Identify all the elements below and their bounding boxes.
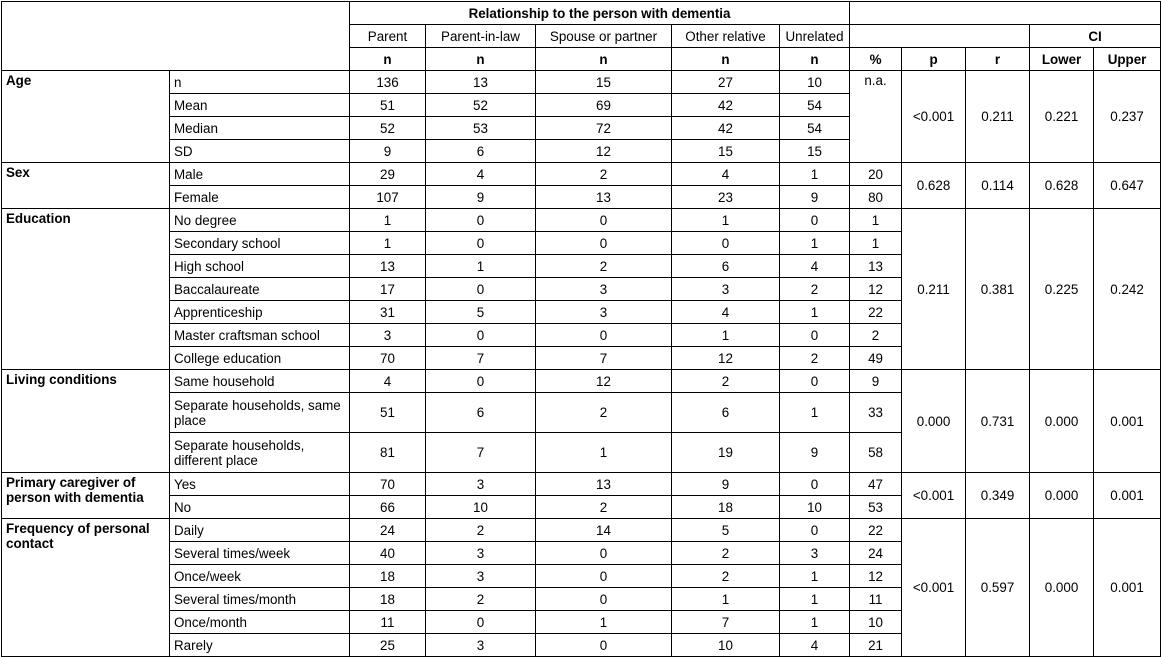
- pct-cell: 2: [850, 324, 902, 347]
- count-cell: 1: [426, 255, 536, 278]
- row-label: Separate households, same place: [170, 393, 350, 433]
- ci-lower-cell: 0.000: [1030, 519, 1094, 657]
- count-cell: 3: [672, 278, 780, 301]
- count-cell: 31: [350, 301, 426, 324]
- count-cell: 2: [672, 565, 780, 588]
- pct-cell: 22: [850, 301, 902, 324]
- count-cell: 0: [780, 209, 850, 232]
- count-cell: 69: [536, 94, 672, 117]
- ci-lower-cell: 0.000: [1030, 370, 1094, 473]
- n-header: n: [780, 48, 850, 71]
- ci-upper-cell: 0.242: [1094, 209, 1161, 370]
- row-label: Once/week: [170, 565, 350, 588]
- table-row: [2, 209, 1161, 232]
- count-cell: 12: [536, 370, 672, 393]
- row-label: Female: [170, 186, 350, 209]
- p-value-cell: 0.211: [902, 209, 966, 370]
- pct-cell: 21: [850, 634, 902, 657]
- count-cell: 9: [672, 473, 780, 496]
- count-cell: 4: [426, 163, 536, 186]
- group-label: Primary caregiver of person with dementia: [2, 473, 170, 519]
- count-cell: 1: [536, 433, 672, 473]
- count-cell: 0: [426, 278, 536, 301]
- table-row: [2, 519, 1161, 542]
- table-row: [2, 163, 1161, 186]
- count-cell: 7: [426, 433, 536, 473]
- count-cell: 1: [780, 611, 850, 634]
- count-cell: 2: [536, 393, 672, 433]
- n-header: n: [426, 48, 536, 71]
- count-cell: 13: [536, 186, 672, 209]
- count-cell: 9: [350, 140, 426, 163]
- count-cell: 3: [536, 278, 672, 301]
- r-value-cell: 0.211: [966, 71, 1030, 163]
- row-label: No degree: [170, 209, 350, 232]
- count-cell: 4: [780, 634, 850, 657]
- count-cell: 4: [780, 255, 850, 278]
- count-cell: 18: [350, 565, 426, 588]
- count-cell: 0: [536, 324, 672, 347]
- count-cell: 0: [536, 542, 672, 565]
- count-cell: 12: [672, 347, 780, 370]
- pct-cell: 9: [850, 370, 902, 393]
- count-cell: 9: [780, 186, 850, 209]
- count-cell: 0: [536, 232, 672, 255]
- ci-lower-cell: 0.221: [1030, 71, 1094, 163]
- count-cell: 0: [536, 634, 672, 657]
- row-label: Yes: [170, 473, 350, 496]
- table-row: [2, 473, 1161, 496]
- row-label: Daily: [170, 519, 350, 542]
- count-cell: 25: [350, 634, 426, 657]
- row-label: Once/month: [170, 611, 350, 634]
- row-label: Separate households, different place: [170, 433, 350, 473]
- group-label: Age: [2, 71, 170, 163]
- group-label: Frequency of personal contact: [2, 519, 170, 657]
- count-cell: 0: [536, 209, 672, 232]
- count-cell: 0: [426, 209, 536, 232]
- row-label: Master craftsman school: [170, 324, 350, 347]
- r-value-cell: 0.381: [966, 209, 1030, 370]
- count-cell: 3: [536, 301, 672, 324]
- count-cell: 5: [672, 519, 780, 542]
- stats-header-blank: [850, 2, 1161, 25]
- pct-cell: 33: [850, 393, 902, 433]
- count-cell: 2: [672, 542, 780, 565]
- pct-cell: 49: [850, 347, 902, 370]
- pct-cell: 20: [850, 163, 902, 186]
- count-cell: 0: [426, 232, 536, 255]
- ci-upper-cell: 0.001: [1094, 370, 1161, 473]
- pct-cell: n.a.: [850, 71, 902, 163]
- pct-cell: 58: [850, 433, 902, 473]
- count-cell: 9: [780, 433, 850, 473]
- count-cell: 24: [350, 519, 426, 542]
- ci-lower-cell: 0.225: [1030, 209, 1094, 370]
- n-header: n: [672, 48, 780, 71]
- count-cell: 52: [426, 94, 536, 117]
- count-cell: 11: [350, 611, 426, 634]
- ci-upper-cell: 0.647: [1094, 163, 1161, 209]
- count-cell: 4: [350, 370, 426, 393]
- r-value-cell: 0.731: [966, 370, 1030, 473]
- count-cell: 19: [672, 433, 780, 473]
- p-value-cell: 0.000: [902, 370, 966, 473]
- count-cell: 2: [780, 278, 850, 301]
- count-cell: 18: [350, 588, 426, 611]
- row-label: Rarely: [170, 634, 350, 657]
- count-cell: 5: [426, 301, 536, 324]
- row-label: Apprenticeship: [170, 301, 350, 324]
- count-cell: 6: [426, 140, 536, 163]
- count-cell: 2: [780, 347, 850, 370]
- count-cell: 2: [672, 370, 780, 393]
- count-cell: 15: [672, 140, 780, 163]
- p-value-cell: 0.628: [902, 163, 966, 209]
- row-label: Secondary school: [170, 232, 350, 255]
- count-cell: 1: [536, 611, 672, 634]
- relationship-header: Relationship to the person with dementia: [350, 2, 850, 25]
- count-cell: 7: [426, 347, 536, 370]
- count-cell: 0: [780, 324, 850, 347]
- pct-cell: 13: [850, 255, 902, 278]
- count-cell: 3: [426, 565, 536, 588]
- col-header-other-relative: Other relative: [672, 25, 780, 48]
- count-cell: 1: [780, 393, 850, 433]
- count-cell: 13: [426, 71, 536, 94]
- count-cell: 1: [780, 232, 850, 255]
- r-header: r: [966, 48, 1030, 71]
- p-value-cell: <0.001: [902, 473, 966, 519]
- count-cell: 3: [350, 324, 426, 347]
- count-cell: 15: [780, 140, 850, 163]
- count-cell: 2: [426, 519, 536, 542]
- pct-cell: 12: [850, 278, 902, 301]
- col-header-parent-in-law: Parent-in-law: [426, 25, 536, 48]
- count-cell: 10: [780, 496, 850, 519]
- stats-subheader-blank: [850, 25, 1030, 48]
- count-cell: 66: [350, 496, 426, 519]
- count-cell: 0: [672, 232, 780, 255]
- ci-lower-header: Lower: [1030, 48, 1094, 71]
- row-label: Baccalaureate: [170, 278, 350, 301]
- count-cell: 136: [350, 71, 426, 94]
- col-header-unrelated: Unrelated: [780, 25, 850, 48]
- p-value-cell: <0.001: [902, 71, 966, 163]
- count-cell: 0: [780, 519, 850, 542]
- count-cell: 1: [780, 301, 850, 324]
- count-cell: 1: [672, 588, 780, 611]
- count-cell: 1: [350, 232, 426, 255]
- count-cell: 3: [426, 634, 536, 657]
- pct-cell: 24: [850, 542, 902, 565]
- count-cell: 2: [426, 588, 536, 611]
- r-value-cell: 0.349: [966, 473, 1030, 519]
- count-cell: 1: [672, 324, 780, 347]
- row-label: High school: [170, 255, 350, 278]
- count-cell: 0: [780, 473, 850, 496]
- count-cell: 10: [426, 496, 536, 519]
- count-cell: 1: [780, 565, 850, 588]
- count-cell: 40: [350, 542, 426, 565]
- count-cell: 2: [536, 163, 672, 186]
- group-label: Living conditions: [2, 370, 170, 473]
- count-cell: 27: [672, 71, 780, 94]
- count-cell: 13: [536, 473, 672, 496]
- count-cell: 0: [426, 611, 536, 634]
- col-header-parent: Parent: [350, 25, 426, 48]
- count-cell: 1: [780, 163, 850, 186]
- demographics-table: [1, 1, 1161, 657]
- count-cell: 10: [780, 71, 850, 94]
- n-header: n: [350, 48, 426, 71]
- count-cell: 42: [672, 94, 780, 117]
- count-cell: 17: [350, 278, 426, 301]
- count-cell: 10: [672, 634, 780, 657]
- ci-lower-cell: 0.628: [1030, 163, 1094, 209]
- count-cell: 107: [350, 186, 426, 209]
- r-value-cell: 0.597: [966, 519, 1030, 657]
- pct-cell: 47: [850, 473, 902, 496]
- count-cell: 0: [780, 370, 850, 393]
- count-cell: 1: [780, 588, 850, 611]
- count-cell: 6: [426, 393, 536, 433]
- count-cell: 4: [672, 163, 780, 186]
- table-row: [2, 370, 1161, 393]
- count-cell: 15: [536, 71, 672, 94]
- col-header-spouse: Spouse or partner: [536, 25, 672, 48]
- table-row: [2, 71, 1161, 94]
- count-cell: 52: [350, 117, 426, 140]
- count-cell: 70: [350, 473, 426, 496]
- count-cell: 53: [426, 117, 536, 140]
- count-cell: 6: [672, 255, 780, 278]
- count-cell: 1: [350, 209, 426, 232]
- count-cell: 54: [780, 117, 850, 140]
- count-cell: 51: [350, 94, 426, 117]
- count-cell: 14: [536, 519, 672, 542]
- count-cell: 54: [780, 94, 850, 117]
- count-cell: 3: [426, 542, 536, 565]
- count-cell: 51: [350, 393, 426, 433]
- count-cell: 3: [426, 473, 536, 496]
- row-label: Mean: [170, 94, 350, 117]
- pct-header: %: [850, 48, 902, 71]
- pct-cell: 10: [850, 611, 902, 634]
- count-cell: 23: [672, 186, 780, 209]
- ci-upper-cell: 0.237: [1094, 71, 1161, 163]
- row-label: Male: [170, 163, 350, 186]
- corner-cell: [2, 2, 350, 71]
- count-cell: 2: [536, 255, 672, 278]
- p-header: p: [902, 48, 966, 71]
- count-cell: 2: [536, 496, 672, 519]
- count-cell: 6: [672, 393, 780, 433]
- row-label: n: [170, 71, 350, 94]
- pct-cell: 80: [850, 186, 902, 209]
- count-cell: 9: [426, 186, 536, 209]
- pct-cell: 1: [850, 209, 902, 232]
- row-label: Several times/week: [170, 542, 350, 565]
- pct-cell: 11: [850, 588, 902, 611]
- row-label: Several times/month: [170, 588, 350, 611]
- ci-header: CI: [1030, 25, 1161, 48]
- count-cell: 0: [426, 370, 536, 393]
- count-cell: 0: [426, 324, 536, 347]
- row-label: Median: [170, 117, 350, 140]
- count-cell: 7: [672, 611, 780, 634]
- p-value-cell: <0.001: [902, 519, 966, 657]
- group-label: Sex: [2, 163, 170, 209]
- pct-cell: 12: [850, 565, 902, 588]
- count-cell: 72: [536, 117, 672, 140]
- n-header: n: [536, 48, 672, 71]
- pct-cell: 22: [850, 519, 902, 542]
- count-cell: 3: [780, 542, 850, 565]
- ci-upper-cell: 0.001: [1094, 519, 1161, 657]
- group-label: Education: [2, 209, 170, 370]
- count-cell: 29: [350, 163, 426, 186]
- count-cell: 0: [536, 588, 672, 611]
- row-label: College education: [170, 347, 350, 370]
- pct-cell: 53: [850, 496, 902, 519]
- ci-upper-header: Upper: [1094, 48, 1161, 71]
- count-cell: 4: [672, 301, 780, 324]
- count-cell: 81: [350, 433, 426, 473]
- count-cell: 7: [536, 347, 672, 370]
- count-cell: 0: [536, 565, 672, 588]
- ci-upper-cell: 0.001: [1094, 473, 1161, 519]
- pct-cell: 1: [850, 232, 902, 255]
- count-cell: 12: [536, 140, 672, 163]
- count-cell: 1: [672, 209, 780, 232]
- row-label: Same household: [170, 370, 350, 393]
- ci-lower-cell: 0.000: [1030, 473, 1094, 519]
- count-cell: 13: [350, 255, 426, 278]
- count-cell: 42: [672, 117, 780, 140]
- count-cell: 70: [350, 347, 426, 370]
- r-value-cell: 0.114: [966, 163, 1030, 209]
- row-label: No: [170, 496, 350, 519]
- count-cell: 18: [672, 496, 780, 519]
- row-label: SD: [170, 140, 350, 163]
